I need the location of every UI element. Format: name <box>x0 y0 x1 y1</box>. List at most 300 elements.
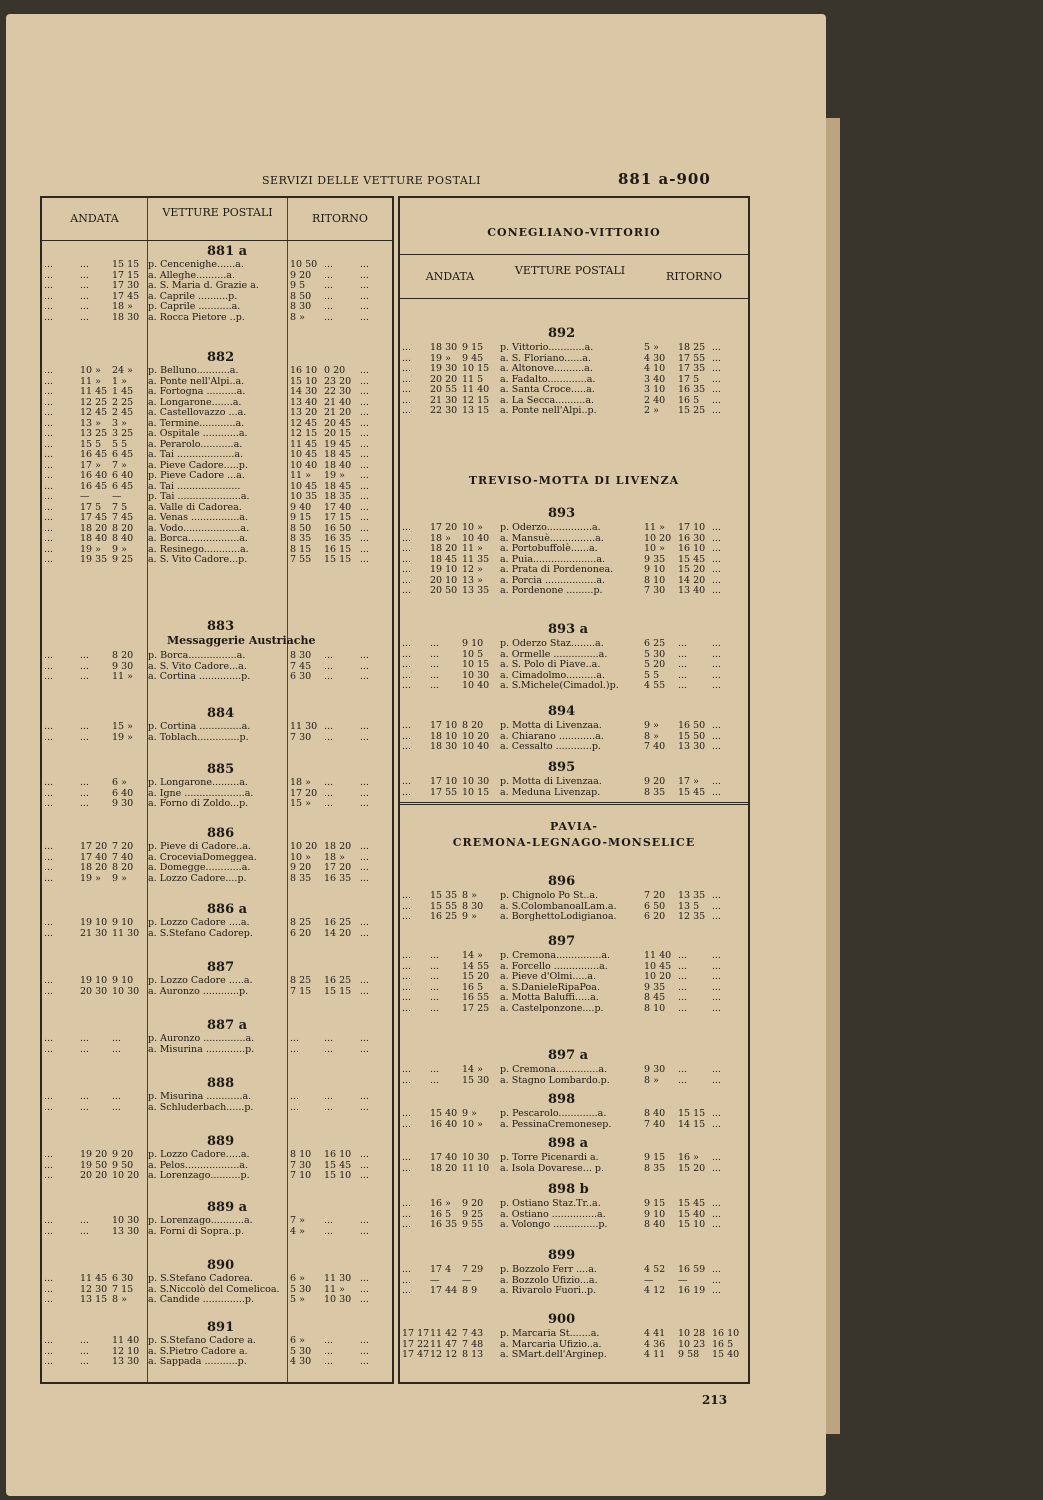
time-cell: 16 10 <box>290 365 318 376</box>
time-cell: 10 30 <box>462 1152 490 1163</box>
time-cell: 12 15 <box>290 428 318 439</box>
time-cell: 9 10 <box>644 1208 666 1220</box>
time-cell: 14 20 <box>678 574 706 586</box>
time-cell: ... <box>360 787 370 799</box>
time-cell: 12 45 <box>80 407 108 418</box>
stop-name: a. Caprile ..........p. <box>148 290 238 302</box>
timetable-row <box>400 1275 748 1286</box>
time-cell: ... <box>430 1074 440 1086</box>
time-cell: 13 » <box>462 574 483 586</box>
time-cell: 12 10 <box>112 1345 140 1357</box>
time-cell: 17 40 <box>80 851 108 863</box>
time-cell: 12 » <box>462 564 483 575</box>
timetable-row <box>400 1349 748 1360</box>
time-cell: ... <box>360 269 370 281</box>
time-cell: 9 55 <box>462 1219 484 1230</box>
stop-name: a. Cortina ..............p. <box>148 671 251 682</box>
stop-name: a. Valle di Cadorea. <box>148 501 242 513</box>
time-cell: ... <box>44 1170 54 1181</box>
time-cell: 8 15 <box>290 543 312 555</box>
timetable-row <box>42 270 392 281</box>
time-cell: ... <box>44 533 54 544</box>
time-cell: 9 » <box>112 543 127 555</box>
time-cell: 4 41 <box>644 1328 666 1339</box>
time-cell: ... <box>712 950 722 961</box>
stop-name: a. Fortogna ..........a. <box>148 386 246 397</box>
time-cell: 9 15 <box>290 512 312 523</box>
time-cell: ... <box>402 363 412 374</box>
time-cell: 15 40 <box>678 1208 706 1220</box>
time-cell: ... <box>44 927 54 939</box>
time-cell: 16 35 <box>678 384 706 395</box>
time-cell: ... <box>360 459 370 471</box>
time-cell: ... <box>712 720 722 731</box>
timetable-row <box>42 291 392 302</box>
time-cell: ... <box>402 1162 412 1174</box>
time-cell: ... <box>430 659 440 670</box>
stop-name: a. Castellovazzo ...a. <box>148 407 247 418</box>
timetable-row <box>400 961 748 972</box>
time-cell: ... <box>678 659 688 670</box>
time-cell: ... <box>360 1356 370 1367</box>
time-cell: ... <box>324 671 334 682</box>
stop-name: p. Vittorio............a. <box>500 342 594 353</box>
time-cell: 20 15 <box>324 428 352 439</box>
stop-name: a. Tai ..................... <box>148 480 241 492</box>
time-cell: 15 25 <box>678 405 706 416</box>
timetable-row <box>42 449 392 460</box>
timetable-row <box>400 901 748 912</box>
time-cell: 10 30 <box>112 985 140 997</box>
time-cell: ... <box>712 342 722 353</box>
time-cell: ... <box>80 721 90 732</box>
time-cell: ... <box>44 396 54 408</box>
time-cell: 15 15 <box>112 259 140 270</box>
time-cell: 21 30 <box>80 927 108 939</box>
stop-name: a. Pieve d'Olmi.....a. <box>500 971 597 982</box>
time-cell: 6 20 <box>644 911 666 922</box>
time-cell: 17 22 <box>402 1338 430 1350</box>
timetable-row <box>400 564 748 575</box>
time-cell: 4 10 <box>644 363 666 374</box>
time-cell: ... <box>712 564 722 575</box>
section-number: 893 <box>548 506 576 521</box>
time-cell: 7 30 <box>290 1159 312 1171</box>
time-cell: 16 30 <box>678 532 706 544</box>
time-cell: ... <box>712 648 722 660</box>
section-number: 897 <box>548 934 576 949</box>
time-cell: ... <box>360 721 370 732</box>
timetable-row <box>42 439 392 450</box>
time-cell: 6 » <box>290 1273 305 1284</box>
time-cell: ... <box>402 1152 412 1163</box>
time-cell: 5 20 <box>644 659 666 670</box>
stop-name: a. Portobuffolè......a. <box>500 543 598 554</box>
time-cell: ... <box>44 787 54 799</box>
time-cell: ... <box>678 680 688 691</box>
time-cell: ... <box>360 1215 370 1226</box>
stop-name: a. Pordenone .........p. <box>500 585 603 596</box>
route-title-treviso: TREVISO-MOTTA DI LIVENZA <box>468 474 680 487</box>
section-number: 884 <box>207 706 235 721</box>
time-cell: ... <box>360 491 370 502</box>
time-cell: 23 20 <box>324 375 352 387</box>
timetable-row <box>42 481 392 492</box>
time-cell: 9 35 <box>644 981 666 993</box>
time-cell: 17 10 <box>678 522 706 533</box>
time-cell: ... <box>712 1264 722 1275</box>
header-rule <box>400 254 748 255</box>
time-cell: 16 5 <box>678 394 700 406</box>
time-cell: ... <box>360 365 370 376</box>
time-cell: 8 50 <box>290 522 312 534</box>
time-cell: 7 48 <box>462 1338 484 1350</box>
time-cell: 16 15 <box>324 543 352 555</box>
stop-name: p. Motta di Livenzaa. <box>500 776 602 787</box>
time-cell: ... <box>360 671 370 682</box>
timetable-row <box>42 721 392 732</box>
time-cell: 19 20 <box>80 1149 108 1160</box>
time-cell: ... <box>324 660 334 672</box>
time-cell: ... <box>402 786 412 798</box>
time-cell: 10 30 <box>462 669 490 681</box>
time-cell: ... <box>360 533 370 544</box>
timetable-row <box>400 1003 748 1014</box>
timetable-row <box>42 544 392 555</box>
stop-name: p. Lorenzago...........a. <box>148 1215 253 1226</box>
stop-name: a. Pieve Cadore.....p. <box>148 459 248 471</box>
time-cell: ... <box>712 638 722 649</box>
timetable-row <box>42 523 392 534</box>
time-cell: 7 29 <box>462 1264 484 1275</box>
time-cell: ... <box>678 648 688 660</box>
time-cell: ... <box>402 741 412 752</box>
time-cell: 9 » <box>462 911 477 922</box>
time-cell: ... <box>402 1074 412 1086</box>
time-cell: ... <box>712 522 722 533</box>
time-cell: ... <box>402 522 412 533</box>
time-cell: ... <box>430 971 440 982</box>
time-cell: ... <box>678 1064 688 1075</box>
time-cell: 15 10 <box>324 1170 352 1181</box>
time-cell: ... <box>712 1274 722 1286</box>
time-cell: 4 11 <box>644 1349 666 1360</box>
time-cell: 11 5 <box>462 373 484 385</box>
time-cell: ... <box>402 1285 412 1296</box>
time-cell: 9 30 <box>644 1064 666 1075</box>
stop-name: a. Forcello ...............a. <box>500 960 608 972</box>
timetable-row <box>400 353 748 364</box>
section-number: 889 <box>207 1134 235 1149</box>
time-cell: 8 » <box>290 311 305 323</box>
time-cell: 15 15 <box>678 1108 706 1119</box>
time-cell: ... <box>44 269 54 281</box>
time-cell: 20 30 <box>80 985 108 997</box>
stop-name: a. Borca.................a. <box>148 533 248 544</box>
time-cell: ... <box>430 648 440 660</box>
time-cell: 16 10 <box>324 1149 352 1160</box>
time-cell: ... <box>402 981 412 993</box>
time-cell: 17 » <box>80 459 101 471</box>
time-cell: ... <box>360 543 370 555</box>
time-cell: 18 45 <box>430 553 458 565</box>
time-cell: ... <box>402 394 412 406</box>
stop-name: a. Altonove..........a. <box>500 363 593 374</box>
timetable-row <box>42 841 392 852</box>
time-cell: 10 » <box>644 543 665 554</box>
time-cell: ... <box>360 841 370 852</box>
time-cell: ... <box>712 1219 722 1230</box>
time-cell: 14 » <box>462 950 483 961</box>
time-cell: 15 » <box>112 721 133 732</box>
time-cell: ... <box>712 1162 722 1174</box>
time-cell: 15 30 <box>462 1074 490 1086</box>
time-cell: 16 » <box>430 1198 451 1209</box>
stop-name: p. Pieve Cadore ...a. <box>148 470 245 481</box>
time-cell: 6 45 <box>112 449 134 460</box>
time-cell: 9 25 <box>462 1208 484 1220</box>
time-cell: 20 20 <box>80 1170 108 1181</box>
timetable-row <box>400 384 748 395</box>
section-number: 886 <box>207 826 235 841</box>
time-cell: ... <box>402 532 412 544</box>
time-cell: ... <box>402 720 412 731</box>
time-cell: 18 » <box>112 301 133 312</box>
time-cell: 9 10 <box>112 975 134 986</box>
time-cell: 5 30 <box>644 648 666 660</box>
time-cell: 11 45 <box>80 386 108 397</box>
time-cell: 10 5 <box>462 648 484 660</box>
time-cell: 3 25 <box>112 428 134 439</box>
time-cell: 6 40 <box>112 787 134 799</box>
stop-name: p. Ostiano Staz.Tr..a. <box>500 1198 601 1209</box>
time-cell: 17 5 <box>678 373 700 385</box>
time-cell: ... <box>290 1043 300 1055</box>
stop-name: a. SMart.dell'Arginep. <box>500 1349 607 1360</box>
time-cell: ... <box>402 1198 412 1209</box>
time-cell: ... <box>360 862 370 873</box>
time-cell: 17 40 <box>324 501 352 513</box>
time-cell: 17 20 <box>324 862 352 873</box>
time-cell: ... <box>44 1091 54 1102</box>
section-number: 894 <box>548 704 576 719</box>
time-cell: 15 40 <box>712 1349 740 1360</box>
time-cell: 7 55 <box>290 554 312 565</box>
stop-name: a. Meduna Livenzap. <box>500 786 601 798</box>
time-cell: 12 12 <box>430 1349 458 1360</box>
time-cell: ... <box>402 1219 412 1230</box>
time-cell: 16 40 <box>80 470 108 481</box>
time-cell: 8 10 <box>644 1002 666 1014</box>
timetable-row <box>42 1346 392 1357</box>
timetable-row <box>400 585 748 596</box>
time-cell: 11 30 <box>290 721 318 732</box>
stop-name: p. Longarone.........a. <box>148 777 248 788</box>
time-cell: ... <box>44 417 54 429</box>
time-cell: 17 40 <box>430 1152 458 1163</box>
stop-name: a. Ostiano ...............a. <box>500 1208 606 1220</box>
stop-name: a. Vodo...................a. <box>148 522 250 534</box>
section-number: 881 a <box>207 244 248 259</box>
time-cell: 10 45 <box>290 480 318 492</box>
time-cell: 16 59 <box>678 1264 706 1275</box>
time-cell: ... <box>80 1033 90 1044</box>
timetable-row <box>42 928 392 939</box>
time-cell: 16 40 <box>430 1118 458 1130</box>
time-cell: 3 10 <box>644 384 666 395</box>
time-cell: 8 » <box>644 1074 659 1086</box>
timetable-row <box>400 971 748 982</box>
route-title-cremona: CREMONA-LEGNAGO-MONSELICE <box>452 836 696 849</box>
stop-name: a. Cessalto ............p. <box>500 741 601 752</box>
time-cell: ... <box>44 862 54 873</box>
time-cell: 20 50 <box>430 585 458 596</box>
time-cell: 7 10 <box>290 1170 312 1181</box>
time-cell: 7 5 <box>112 501 128 513</box>
stop-name: p. Chignolo Po St..a. <box>500 890 599 901</box>
time-cell: ... <box>402 992 412 1003</box>
time-cell: 15 10 <box>678 1219 706 1230</box>
timetable-row <box>400 720 748 731</box>
timetable-row <box>42 554 392 565</box>
time-cell: 16 25 <box>430 911 458 922</box>
time-cell: ... <box>712 1118 722 1130</box>
timetable-row <box>400 374 748 385</box>
time-cell: 17 20 <box>80 841 108 852</box>
time-cell: 10 23 <box>678 1338 706 1350</box>
time-cell: ... <box>430 981 440 993</box>
time-cell: 19 » <box>80 543 101 555</box>
time-cell: 17 20 <box>430 522 458 533</box>
time-cell: ... <box>80 311 90 323</box>
time-cell: 14 15 <box>678 1118 706 1130</box>
time-cell: — <box>80 491 90 502</box>
time-cell: ... <box>360 1294 370 1305</box>
time-cell: 19 » <box>112 731 133 743</box>
section-subtitle: Messaggerie Austriache <box>167 634 316 647</box>
time-cell: 16 5 <box>462 981 484 993</box>
time-cell: 11 » <box>290 470 311 481</box>
time-cell: ... <box>324 301 334 312</box>
time-cell: 9 15 <box>462 342 484 353</box>
timetable-row <box>400 741 748 752</box>
time-cell: ... <box>44 975 54 986</box>
time-cell: ... <box>712 971 722 982</box>
timetable-row <box>42 365 392 376</box>
timetable-row <box>42 533 392 544</box>
time-cell: 9 40 <box>290 501 312 513</box>
time-cell: ... <box>44 1283 54 1295</box>
time-cell: 18 30 <box>430 741 458 752</box>
time-cell: ... <box>80 280 90 291</box>
time-cell: ... <box>712 730 722 742</box>
stop-name: p. Pieve di Cadore..a. <box>148 841 251 852</box>
time-cell: ... <box>44 1335 54 1346</box>
stop-name: a. Lorenzago..........p. <box>148 1170 250 1181</box>
time-cell: 8 » <box>112 1294 127 1305</box>
time-cell: 10 » <box>80 365 101 376</box>
time-cell: ... <box>324 787 334 799</box>
time-cell: 8 20 <box>112 522 134 534</box>
time-cell: ... <box>360 480 370 492</box>
time-cell: 7 15 <box>290 985 312 997</box>
time-cell: ... <box>360 407 370 418</box>
timetable-row <box>42 1044 392 1055</box>
time-cell: 12 15 <box>462 394 490 406</box>
time-cell: 11 » <box>644 522 665 533</box>
timetable-row <box>42 732 392 743</box>
time-cell: 7 40 <box>112 851 134 863</box>
timetable-row <box>42 852 392 863</box>
timetable-row <box>42 650 392 661</box>
time-cell: ... <box>402 352 412 364</box>
stop-name: a. Marcaria Ufizio..a. <box>500 1338 602 1350</box>
timetable-row <box>400 649 748 660</box>
timetable-row <box>42 376 392 387</box>
time-cell: ... <box>712 1198 722 1209</box>
section-number: 899 <box>548 1248 576 1263</box>
stop-name: p. Belluno...........a. <box>148 365 239 376</box>
time-cell: 10 15 <box>462 786 490 798</box>
time-cell: 16 50 <box>324 522 352 534</box>
time-cell: 7 40 <box>644 1118 666 1130</box>
timetable-row <box>400 1209 748 1220</box>
timetable-row <box>42 1033 392 1044</box>
time-cell: ... <box>712 585 722 596</box>
timetable-row <box>400 1064 748 1075</box>
time-cell: 13 25 <box>80 428 108 439</box>
time-cell: 11 » <box>324 1283 345 1295</box>
time-cell: 4 » <box>290 1225 305 1237</box>
section-number: 883 <box>207 619 235 634</box>
time-cell: ... <box>44 280 54 291</box>
timetable-row <box>42 512 392 523</box>
time-cell: ... <box>712 1208 722 1220</box>
timetable-row <box>400 575 748 586</box>
time-cell: 8 13 <box>462 1349 484 1360</box>
stop-name: a. Ponte nell'Alpi..a. <box>148 375 245 387</box>
time-cell: 22 30 <box>430 405 458 416</box>
time-cell: 16 50 <box>678 720 706 731</box>
time-cell: ... <box>402 669 412 681</box>
time-cell: ... <box>402 373 412 385</box>
time-cell: 7 20 <box>644 890 666 901</box>
time-cell: 13 35 <box>678 890 706 901</box>
time-cell: 18 20 <box>430 1162 458 1174</box>
timetable-row <box>42 428 392 439</box>
time-cell: ... <box>80 660 90 672</box>
time-cell: 1 45 <box>112 386 134 397</box>
stop-name: p. Cencenighe......a. <box>148 259 244 270</box>
time-cell: 7 45 <box>290 660 312 672</box>
time-cell: 15 55 <box>430 900 458 912</box>
time-cell: ... <box>80 1101 90 1113</box>
time-cell: ... <box>44 365 54 376</box>
time-cell: 11 40 <box>112 1335 140 1346</box>
time-cell: 13 5 <box>678 900 700 912</box>
time-cell: 6 45 <box>112 480 134 492</box>
time-cell: ... <box>112 1033 122 1044</box>
time-cell: 18 » <box>290 777 311 788</box>
time-cell: ... <box>44 554 54 565</box>
time-cell: 18 » <box>430 532 451 544</box>
time-cell: 10 45 <box>290 449 318 460</box>
time-cell: 17 55 <box>430 786 458 798</box>
page-number: 213 <box>702 1393 728 1407</box>
time-cell: 10 28 <box>678 1328 706 1339</box>
time-cell: ... <box>44 731 54 743</box>
time-cell: ... <box>360 731 370 743</box>
